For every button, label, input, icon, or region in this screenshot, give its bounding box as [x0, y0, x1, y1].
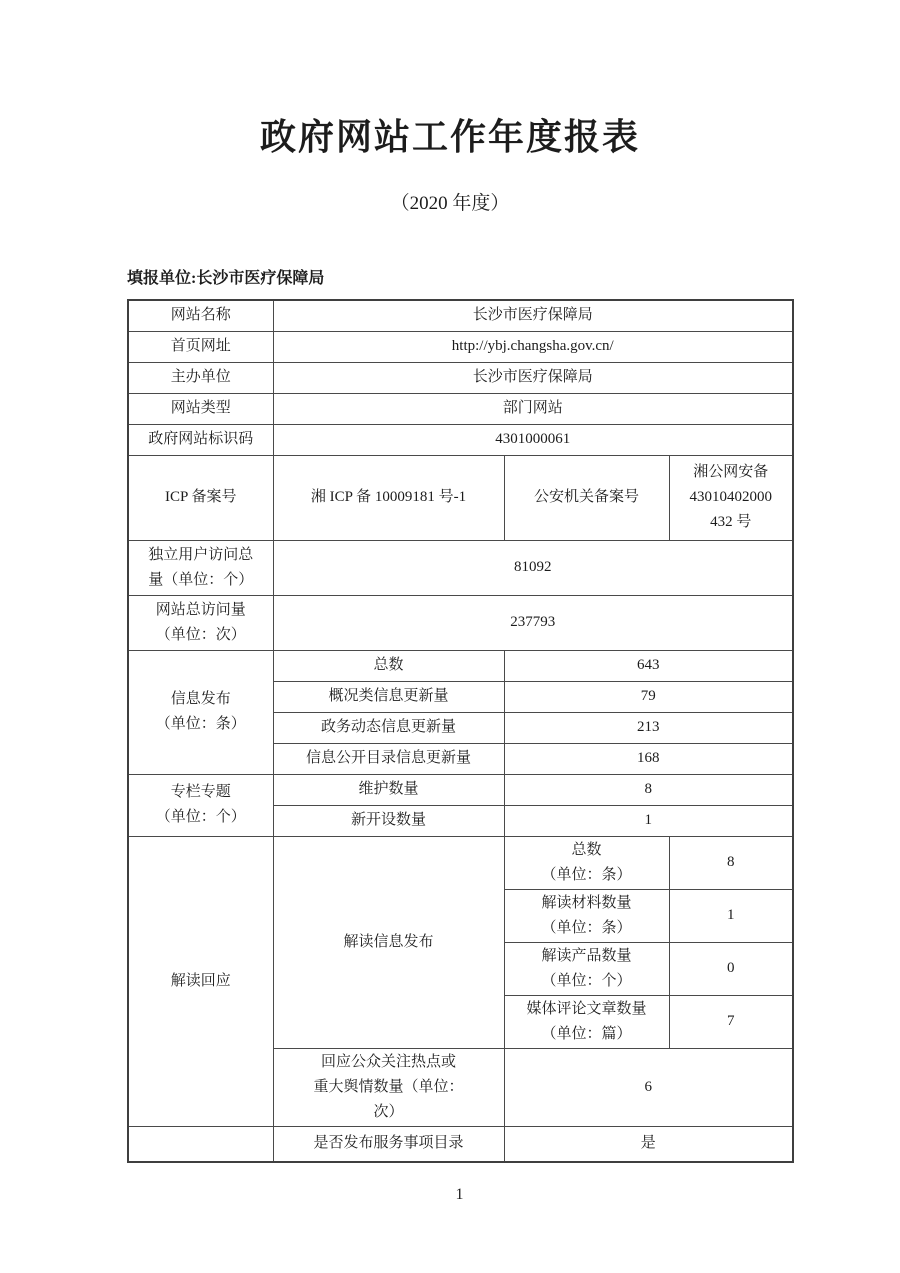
table-row [128, 836, 793, 889]
interp-media-label: 媒体评论文章数量 （单位：篇） [504, 995, 669, 1048]
empty-group-cell [128, 1126, 273, 1162]
interp-products-label: 解读产品数量 （单位：个） [504, 942, 669, 995]
interpretation-group-label: 解读回应 [128, 836, 273, 1126]
info-overview-label: 概况类信息更新量 [273, 681, 504, 712]
hotspot-response-label: 回应公众关注热点或 重大舆情数量（单位： 次） [273, 1048, 504, 1126]
total-visits-label: 网站总访问量 （单位：次） [128, 595, 273, 650]
page-number: 1 [455, 1186, 464, 1203]
website-type-label: 网站类型 [128, 393, 273, 424]
special-new-label: 新开设数量 [273, 805, 504, 836]
icp-record-value: 湘 ICP 备 10009181 号-1 [273, 455, 504, 540]
unique-visitors-value: 81092 [273, 540, 793, 595]
table-row [128, 300, 793, 331]
info-dynamics-label: 政务动态信息更新量 [273, 712, 504, 743]
homepage-url-label: 首页网址 [128, 331, 273, 362]
table-row [128, 455, 793, 540]
website-type-value: 部门网站 [273, 393, 793, 424]
info-publish-group-label: 信息发布 （单位：条） [128, 650, 273, 774]
unique-visitors-label: 独立用户访问总 量（单位：个） [128, 540, 273, 595]
info-total-label: 总数 [273, 650, 504, 681]
info-catalog-value: 168 [504, 743, 793, 774]
hotspot-response-value: 6 [504, 1048, 793, 1126]
interp-media-value: 7 [669, 995, 793, 1048]
info-dynamics-value: 213 [504, 712, 793, 743]
host-unit-value: 长沙市医疗保障局 [273, 362, 793, 393]
table-row [128, 774, 793, 805]
special-maintained-label: 维护数量 [273, 774, 504, 805]
special-new-value: 1 [504, 805, 793, 836]
document-title: 政府网站工作年度报表 [259, 116, 640, 157]
interp-products-value: 0 [669, 942, 793, 995]
interp-materials-value: 1 [669, 889, 793, 942]
document-subtitle: （2020 年度） [390, 193, 510, 214]
info-overview-value: 79 [504, 681, 793, 712]
special-columns-group-label: 专栏专题 （单位：个） [128, 774, 273, 836]
info-total-value: 643 [504, 650, 793, 681]
host-unit-label: 主办单位 [128, 362, 273, 393]
icp-record-label: ICP 备案号 [128, 455, 273, 540]
table-row [128, 540, 793, 595]
homepage-url-value: http://ybj.changsha.gov.cn/ [273, 331, 793, 362]
total-visits-value: 237793 [273, 595, 793, 650]
table-row [128, 595, 793, 650]
site-identifier-value: 4301000061 [273, 424, 793, 455]
table-row [128, 1126, 793, 1162]
website-name-value: 长沙市医疗保障局 [273, 300, 793, 331]
interpretation-publish-label: 解读信息发布 [273, 836, 504, 1048]
info-catalog-label: 信息公开目录信息更新量 [273, 743, 504, 774]
service-catalog-value: 是 [504, 1126, 793, 1162]
table-row [128, 650, 793, 681]
table-row [128, 362, 793, 393]
annual-report-table [127, 299, 794, 1163]
special-maintained-value: 8 [504, 774, 793, 805]
police-record-label: 公安机关备案号 [504, 455, 669, 540]
table-row [128, 331, 793, 362]
interp-materials-label: 解读材料数量 （单位：条） [504, 889, 669, 942]
interp-total-label: 总数 （单位：条） [504, 836, 669, 889]
website-name-label: 网站名称 [128, 300, 273, 331]
table-row [128, 393, 793, 424]
table-row [128, 424, 793, 455]
police-record-value: 湘公网安备 43010402000 432 号 [669, 455, 793, 540]
interp-total-value: 8 [669, 836, 793, 889]
service-catalog-label: 是否发布服务事项目录 [273, 1126, 504, 1162]
reporting-unit-label: 填报单位:长沙市医疗保障局 [127, 270, 325, 287]
site-identifier-label: 政府网站标识码 [128, 424, 273, 455]
